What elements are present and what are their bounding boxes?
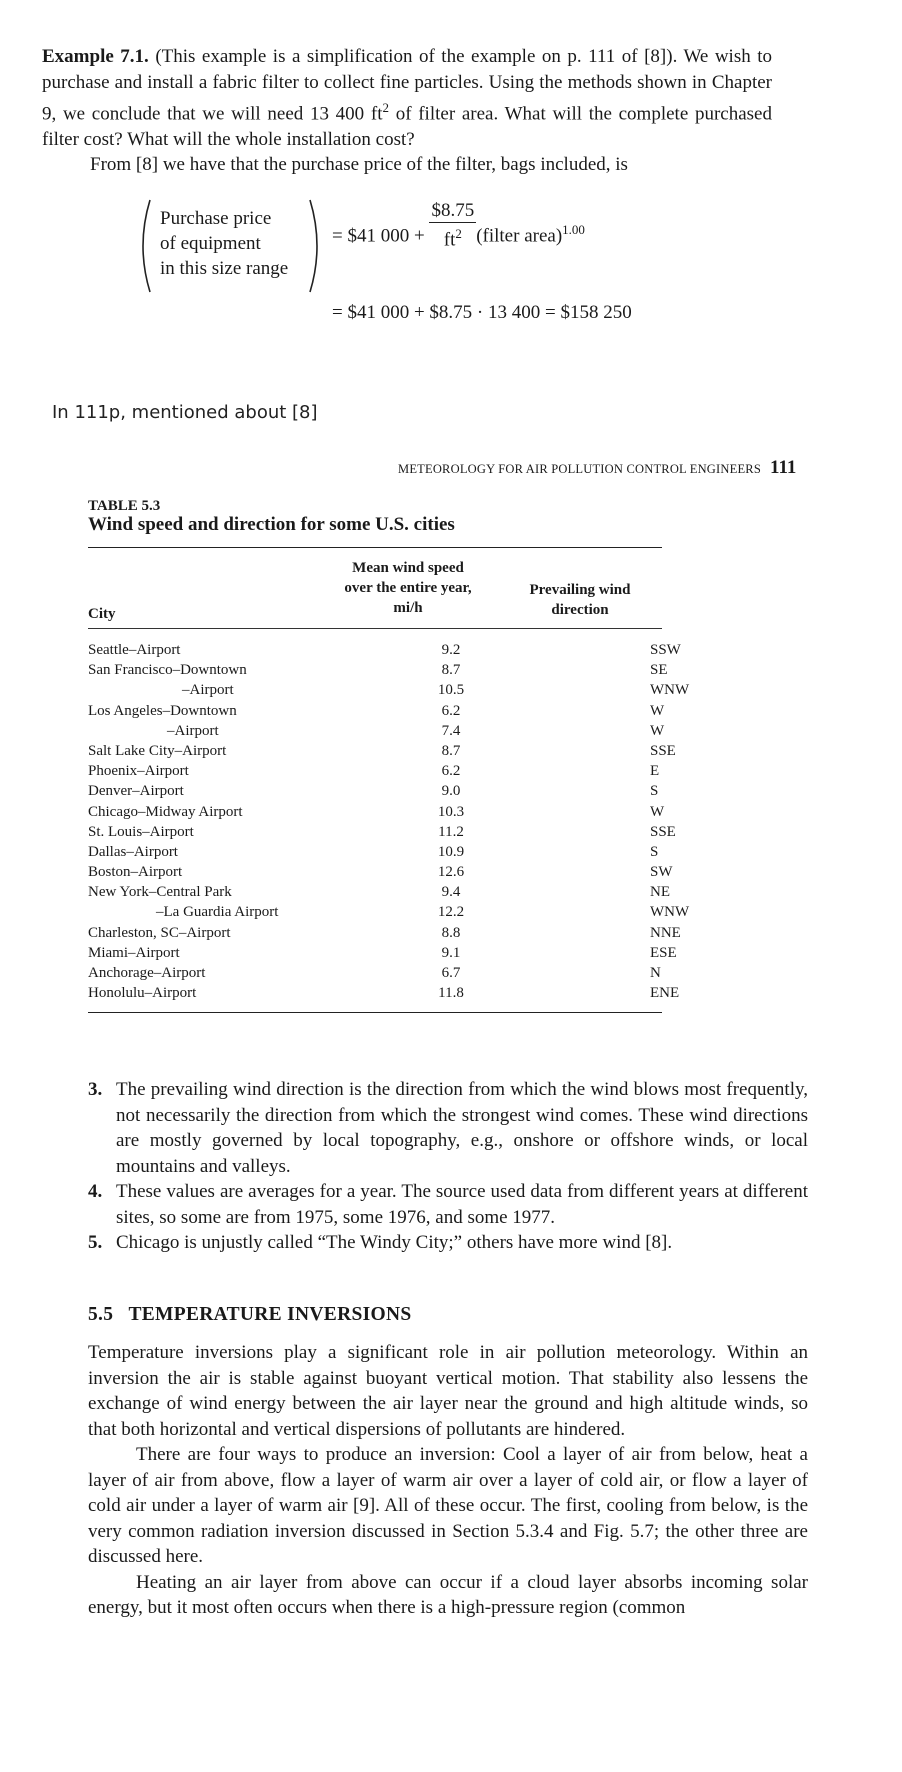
paragraph: Heating an air layer from above can occur if a cloud layer absorbs incoming solar energy, but it most often occurs when there is a high-pressure region (common bbox=[88, 1571, 808, 1618]
header-speed: Mean wind speed over the entire year, mi/h bbox=[344, 560, 472, 616]
bracket-line-1: Purchase price bbox=[160, 208, 272, 229]
table-row: Phoenix–Airport 6.2 E bbox=[88, 763, 660, 780]
table-row: Salt Lake City–Airport 8.7 SSE bbox=[88, 742, 676, 759]
equation-fraction bbox=[429, 200, 476, 251]
example-intro: From [8] we have that the purchase price of the filter, bags included, is bbox=[90, 154, 628, 176]
example-label: Example 7.1. bbox=[42, 46, 149, 67]
example-text-sup: 2 bbox=[382, 100, 389, 115]
example-paragraph bbox=[42, 44, 772, 178]
table-top-rule bbox=[88, 547, 662, 548]
right-paren bbox=[306, 198, 326, 294]
equation-line-1 bbox=[332, 200, 585, 252]
example-text-end: of filter area. What will the complete purchased filter cost? What will the whole installation cost? bbox=[42, 103, 772, 150]
table-label: TABLE 5.3 bbox=[88, 498, 161, 514]
table-row: Dallas–Airport 10.9 S bbox=[88, 843, 659, 860]
table-row: Anchorage–Airport 6.7 N bbox=[88, 965, 661, 981]
paragraph: Temperature inversions play a significant role in air pollution meteorology. Within an inversion the air is stable against buoyant vertical motion. That stability also lessens the exchange of wind energy between the air layer near the ground and high altitude winds, so that both horizontal and vertical dispersions of pollutants are hindered. bbox=[88, 1342, 808, 1440]
table-row: Miami–Airport 9.1 ESE bbox=[88, 944, 677, 961]
list-item: 5. Chicago is unjustly called “The Windy City;” others have more wind [8]. bbox=[88, 1232, 673, 1253]
table-row: Honolulu–Airport 11.8 ENE bbox=[88, 985, 680, 1002]
running-head: METEOROLOGY FOR AIR POLLUTION CONTROL ENGINEERS bbox=[398, 462, 761, 476]
table-row: St. Louis–Airport 11.2 SSE bbox=[88, 823, 676, 840]
table-row: Los Angeles–Downtown 6.2 W bbox=[88, 702, 665, 719]
table-header-rule bbox=[88, 628, 662, 629]
list-item: 3. The prevailing wind direction is the direction from which the wind blows most frequently, not necessarily the direction from which the strongest wind comes. These wind directions are mostly governed by local topography, e.g., onshore or offshore winds, or local mountains and valleys. bbox=[88, 1079, 808, 1177]
table-bottom-rule bbox=[88, 1012, 662, 1013]
header-direction: Prevailing wind direction bbox=[529, 582, 631, 618]
eq1-rhs: (filter area) bbox=[476, 225, 563, 247]
table-row: New York–Central Park 9.4 NE bbox=[88, 884, 670, 901]
annotation-note: In 111p, mentioned about [8] bbox=[52, 402, 318, 423]
equation-line-2: = $41 000 + $8.75 · 13 400 = $158 250 bbox=[332, 302, 632, 323]
table-row: Seattle–Airport 9.2 SSW bbox=[88, 642, 681, 658]
notes-list bbox=[88, 1077, 808, 1256]
list-item: 4. These values are averages for a year. The source used data from different years at different sites, so some are from 1975, some 1976, and some 1977. bbox=[88, 1181, 808, 1228]
example-text: (This example is a simplification of the example on p. 111 of [8]). We wish to purchase and install a fabric filter to collect fine particles. Using the methods shown in Chapter 9, we conclude that we will need 13 400 ft bbox=[42, 46, 773, 125]
table-row: San Francisco–Downtown 8.7 SE bbox=[88, 662, 668, 679]
section-heading: 5.5 TEMPERATURE INVERSIONS bbox=[88, 1304, 412, 1325]
table-title: Wind speed and direction for some U.S. cities bbox=[88, 514, 455, 535]
section-body bbox=[88, 1340, 808, 1621]
table-row: –Airport 10.5 WNW bbox=[182, 682, 690, 699]
table-row: Boston–Airport 12.6 SW bbox=[88, 864, 673, 881]
header-city: City bbox=[88, 606, 116, 622]
equation-bracket-text bbox=[160, 206, 288, 281]
fraction-numerator: $8.75 bbox=[431, 200, 475, 222]
table-row: Chicago–Midway Airport 10.3 W bbox=[88, 803, 665, 820]
eq1-sup: 1.00 bbox=[562, 222, 585, 237]
bracket-line-2: of equipment bbox=[160, 233, 261, 254]
table-row: –Airport 7.4 W bbox=[167, 722, 665, 739]
table-body bbox=[88, 640, 690, 1003]
paragraph: There are four ways to produce an inversion: Cool a layer of air from below, heat a layer of air from above, flow a layer of warm air over a layer of cold air, or flow a layer of cold air under a layer of warm air [9]. All of these occur. The first, cooling from below, is the very common radiation inversion discussed in Section 5.3.4 and Fig. 5.7; the other three are discussed here. bbox=[88, 1444, 808, 1567]
table-row: –La Guardia Airport 12.2 WNW bbox=[156, 904, 690, 921]
eq1-lhs: = $41 000 + bbox=[332, 225, 425, 247]
bracket-line-3: in this size range bbox=[160, 258, 289, 279]
page-number: 111 bbox=[770, 457, 797, 478]
table-row: Charleston, SC–Airport 8.8 NNE bbox=[88, 924, 681, 941]
table-row: Denver–Airport 9.0 S bbox=[88, 783, 659, 800]
fraction-denominator: $ft^2$ bbox=[443, 226, 462, 251]
